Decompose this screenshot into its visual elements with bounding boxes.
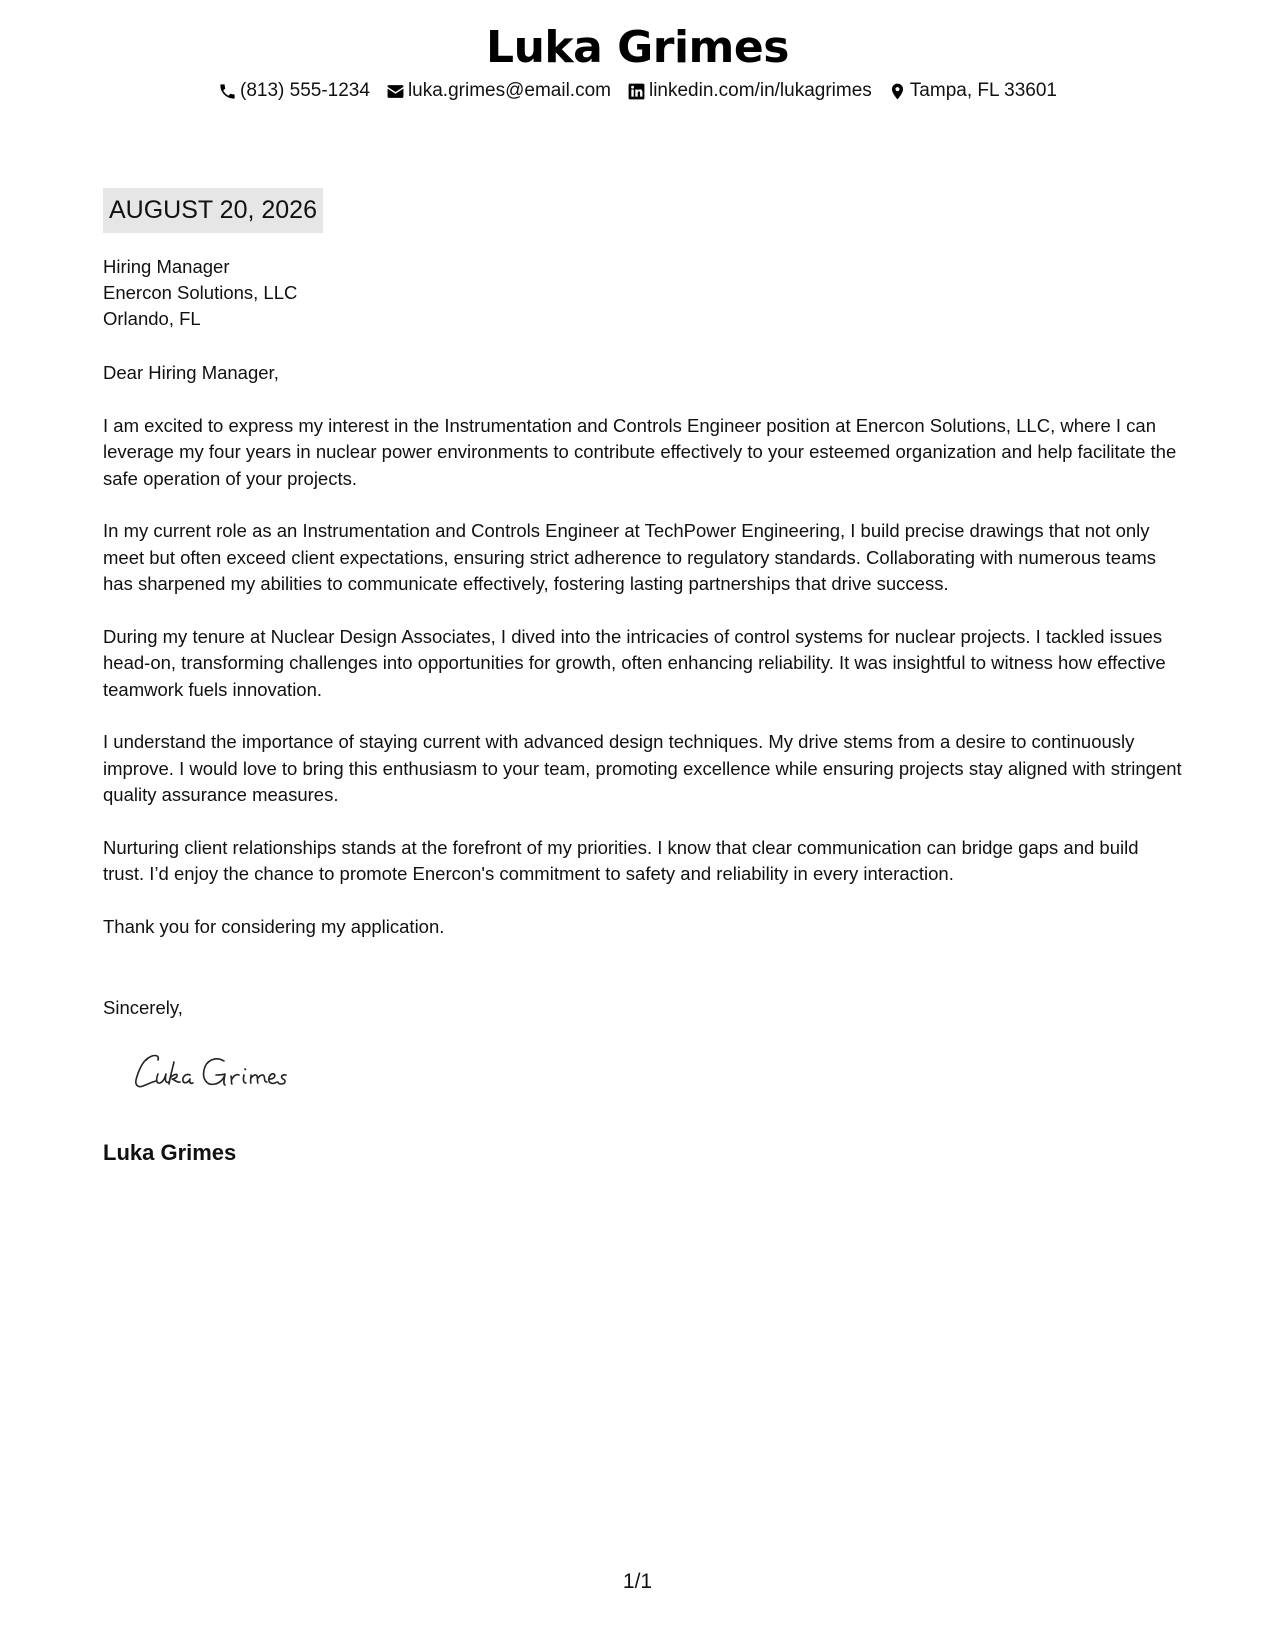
email-text: luka.grimes@email.com <box>407 80 611 101</box>
contact-info-row <box>0 78 1275 104</box>
body-paragraph: I am excited to express my interest in the Instrumentation and Controls Engineer position at Enercon Solutions, LLC, where I can leverage my four years in nuclear power environments to contribute effectively to your esteemed organization and help facilitate the safe operation of your projects. <box>103 414 1177 489</box>
recipient-block <box>103 254 297 332</box>
contact-phone <box>218 78 370 104</box>
closing: Sincerely, <box>103 997 183 1018</box>
body-paragraph: Thank you for considering my application. <box>103 915 445 937</box>
body-paragraph: I understand the importance of staying current with advanced design techniques. My drive stems from a desire to continuously improve. I would love to bring this enthusiasm to your team, promoting excellence while ensuring projects stay aligned with stringent quality assurance measures. <box>103 731 1182 805</box>
signer-name: Luka Grimes <box>103 1140 237 1165</box>
phone-icon <box>218 82 237 101</box>
letter-body <box>103 360 1183 966</box>
recipient-company: Enercon Solutions, LLC <box>103 282 298 303</box>
letter-date: AUGUST 20, 2026 <box>103 188 323 233</box>
recipient-location: Orlando, FL <box>103 308 201 329</box>
location-text: Tampa, FL 33601 <box>909 80 1057 101</box>
page-number: 1/1 <box>622 1570 653 1593</box>
envelope-icon <box>386 82 405 101</box>
recipient-title: Hiring Manager <box>103 256 230 277</box>
linkedin-text: linkedin.com/in/lukagrimes <box>648 80 872 101</box>
contact-location <box>888 78 1057 104</box>
body-paragraph: In my current role as an Instrumentation and Controls Engineer at TechPower Engineering, I build precise drawings that not only meet but often exceed client expectations, ensuring strict adherence to regulatory standards. Collaborating with numerous teams has sharpened my abilities to communicate effectively, fostering lasting partnerships that drive success. <box>103 520 1157 594</box>
body-paragraph: Nurturing client relationships stands at the forefront of my priorities. I know that clear communication can bridge gaps and build trust. I’d enjoy the chance to promote Enercon's commitment to safety and reliability in every interaction. <box>103 836 1139 884</box>
location-pin-icon <box>888 82 907 101</box>
salutation: Dear Hiring Manager, <box>103 362 279 383</box>
contact-email <box>386 78 611 104</box>
linkedin-icon <box>627 82 646 101</box>
applicant-name-heading: Luka Grimes <box>486 22 789 73</box>
phone-text: (813) 555-1234 <box>240 80 370 101</box>
handwritten-signature <box>128 1048 338 1098</box>
body-paragraph: During my tenure at Nuclear Design Associates, I dived into the intricacies of control systems for nuclear projects. I tackled issues head-on, transforming challenges into opportunities for growth, often enhancing reliability. It was insightful to witness how effective teamwork fuels innovation. <box>103 625 1166 700</box>
signature-graphic <box>128 1048 338 1098</box>
contact-linkedin <box>627 78 872 104</box>
